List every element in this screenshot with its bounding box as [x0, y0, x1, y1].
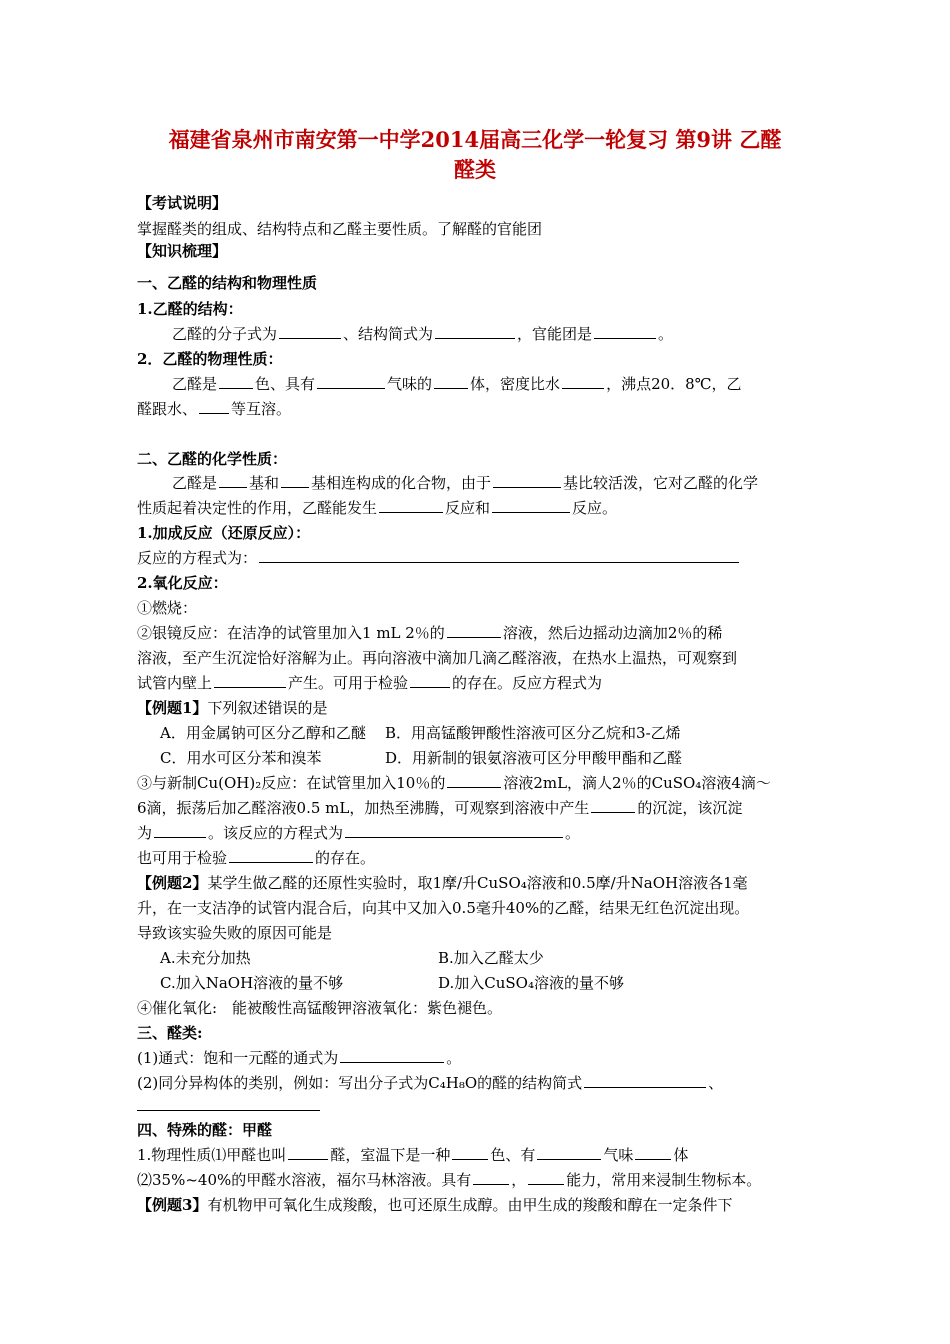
example-2-option-c: C.加入NaOH溶液的量不够: [160, 974, 344, 992]
structure-blank: [435, 323, 515, 339]
combustion-line: ①燃烧：: [137, 599, 198, 617]
section-3-heading: 三、醛类:: [137, 1024, 203, 1042]
example-2-line-2: 升，在一支洁净的试管内混合后，向其中又加入0.5毫升40%的乙醛，结果无红色沉淀出现。: [137, 899, 750, 917]
addition-equation-line: 反应的方程式为：: [137, 547, 741, 569]
silver-mirror-line-2: 溶液，至产生沉淀恰好溶解为止。再向溶液中滴加几滴乙醛溶液，在热水上温热，可观察到: [137, 649, 738, 667]
acetaldehyde-structure-line: 乙醛的分子式为 、结构简式为 ，官能团是 。: [172, 325, 674, 343]
section-1-heading: 一、乙醛的结构和物理性质: [137, 274, 318, 292]
example-1-option-a: A．用金属钠可区分乙醇和乙醚: [160, 724, 366, 742]
isomer-answer-blank: [137, 1110, 320, 1111]
section-4-heading: 四、特殊的醛：甲醛: [137, 1121, 273, 1139]
knowledge-heading: 【知识梳理】: [137, 242, 228, 260]
exam-note-heading: 【考试说明】: [137, 194, 228, 212]
example-2-line-1: 【例题2】某学生做乙醛的还原性实验时，取1摩/升CuSO₄溶液和0.5摩/升NaOH溶液各1毫: [137, 874, 748, 892]
formula-blank: [279, 323, 341, 339]
cuoh-line-3: 为 。该反应的方程式为 。: [137, 824, 581, 842]
physical-property-line-1: 乙醛是 色、具有 气味的 体，密度比水 ，沸点20．8℃，乙: [172, 375, 742, 393]
isomer-line: (2)同分异构体的类别，例如：写出分子式为C₄H₈O的醛的结构简式 、: [137, 1074, 724, 1092]
formaldehyde-property-line-1: 1.物理性质⑴甲醛也叫 醛，室温下是一种 色、有 气味 体: [137, 1146, 689, 1164]
functional-group-blank: [594, 323, 656, 339]
section-2-heading: 二、乙醛的化学性质：: [137, 450, 288, 468]
cuoh-line-4: 也可用于检验 的存在。: [137, 849, 376, 867]
example-2-option-b: B.加入乙醛太少: [438, 949, 544, 967]
cuoh-line-2: 6滴，振荡后加乙醛溶液0.5 mL，加热至沸腾，可观察到溶液中产生 的沉淀，该沉淀: [137, 799, 743, 817]
physical-property-line-2: 醛跟水、 等互溶。: [137, 400, 292, 418]
formaldehyde-property-line-2: ⑵35%~40%的甲醛水溶液，福尔马林溶液。具有 ， 能力，常用来浸制生物标本。: [137, 1171, 762, 1189]
section-1-1-heading: 1.乙醛的结构：: [137, 300, 243, 318]
exam-note-text: 掌握醛类的组成、结构特点和乙醛主要性质。了解醛的官能团: [137, 220, 543, 238]
catalytic-oxidation-line: ④催化氧化: 能被酸性高锰酸钾溶液氧化：紫色褪色。: [137, 999, 503, 1017]
example-1-option-d: D．用新制的银氨溶液可区分甲酸甲酯和乙醛: [385, 749, 683, 767]
silver-mirror-line-3: 试管内壁上 产生。可用于检验 的存在。反应方程式为: [137, 674, 603, 692]
chemical-property-line-1: 乙醛是 基和 基相连构成的化合物，由于 基比较活泼，它对乙醛的化学: [172, 474, 759, 492]
example-1-option-b: B．用高锰酸钾酸性溶液可区分乙烷和3-乙烯: [385, 724, 681, 742]
example-2-option-d: D.加入CuSO₄溶液的量不够: [438, 974, 624, 992]
addition-reaction-heading: 1.加成反应（还原反应）：: [137, 524, 311, 542]
example-3-line: 【例题3】有机物甲可氧化生成羧酸，也可还原生成醇。由甲生成的羧酸和醇在一定条件下: [137, 1196, 733, 1214]
silver-mirror-line-1: ②银镜反应：在洁净的试管里加入1 mL 2％的 溶液，然后边摇动边滴加2％的稀: [137, 624, 723, 642]
document-title-line1: 福建省泉州市南安第一中学2014届高三化学一轮复习 第9讲 乙醛: [168, 127, 782, 152]
oxidation-heading: 2.氧化反应：: [137, 574, 228, 592]
example-2-line-3: 导致该实验失败的原因可能是: [137, 924, 333, 942]
example-1-stem: 【例题1】下列叙述错误的是: [137, 699, 328, 717]
equation-blank: [259, 547, 739, 563]
chemical-property-line-2: 性质起着决定性的作用，乙醛能发生 反应和 反应。: [137, 499, 618, 517]
example-2-option-a: A.未充分加热: [160, 949, 251, 967]
aldehyde-general-formula-line: (1)通式：饱和一元醛的通式为 。: [137, 1049, 462, 1067]
document-title-line2: 醛类: [454, 157, 496, 182]
section-1-2-heading: 2．乙醛的物理性质：: [137, 350, 283, 368]
example-1-option-c: C．用水可区分苯和溴苯: [160, 749, 322, 767]
cuoh-line-1: ③与新制Cu(OH)₂反应：在试管里加入10％的 溶液2mL，滴人2％的CuSO₄溶液4滴～: [137, 774, 771, 792]
